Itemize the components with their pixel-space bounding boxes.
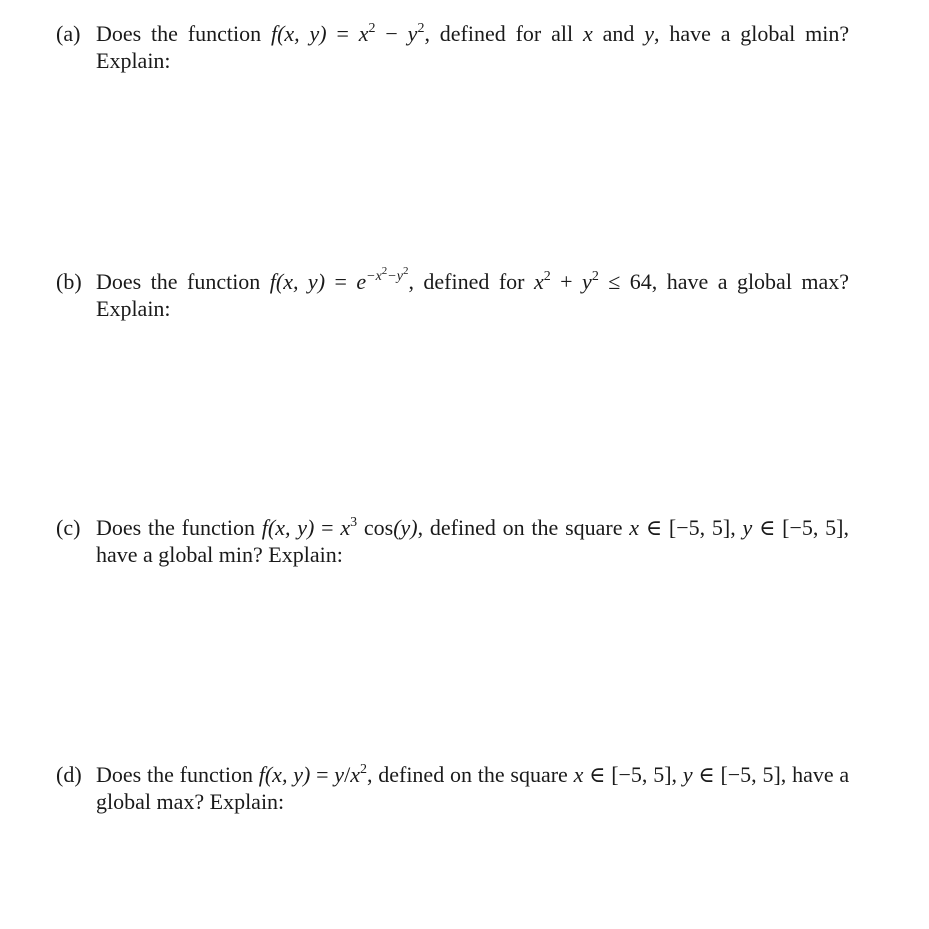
problem-a [56, 20, 849, 74]
problem-text: Does the function f(x, $y) = y/x^2$, defined on the square x ∈ [−5, 5], y ∈ [−5, 5], have a global max? Explain: [96, 762, 850, 814]
problem-label: (a) [56, 21, 81, 46]
exponent: −x2−y2 [366, 265, 409, 284]
problem-label: (b) [56, 269, 82, 294]
problem-b [56, 265, 850, 322]
problem-label: (c) [56, 515, 81, 540]
problem-text: Does the function f(x, $y) = x^3$ cos(y), defined on the square x ∈ [−5, 5], y ∈ [−5, 5], have a global min? Explain: [96, 515, 850, 567]
problem-text: Does the function f(x, $y) = x^2 - y^2$, defined for all x and y, have a global min? Explain: [96, 21, 850, 73]
problem-d [56, 761, 849, 815]
problem-label: (d) [56, 762, 82, 787]
problem-c [56, 514, 849, 568]
problem-text: Does the function f(x, $y) = e^{-x^2-y^2}$, defined for $x^2 + y^2 \le 64$, have a global max? Explain: [96, 265, 850, 321]
